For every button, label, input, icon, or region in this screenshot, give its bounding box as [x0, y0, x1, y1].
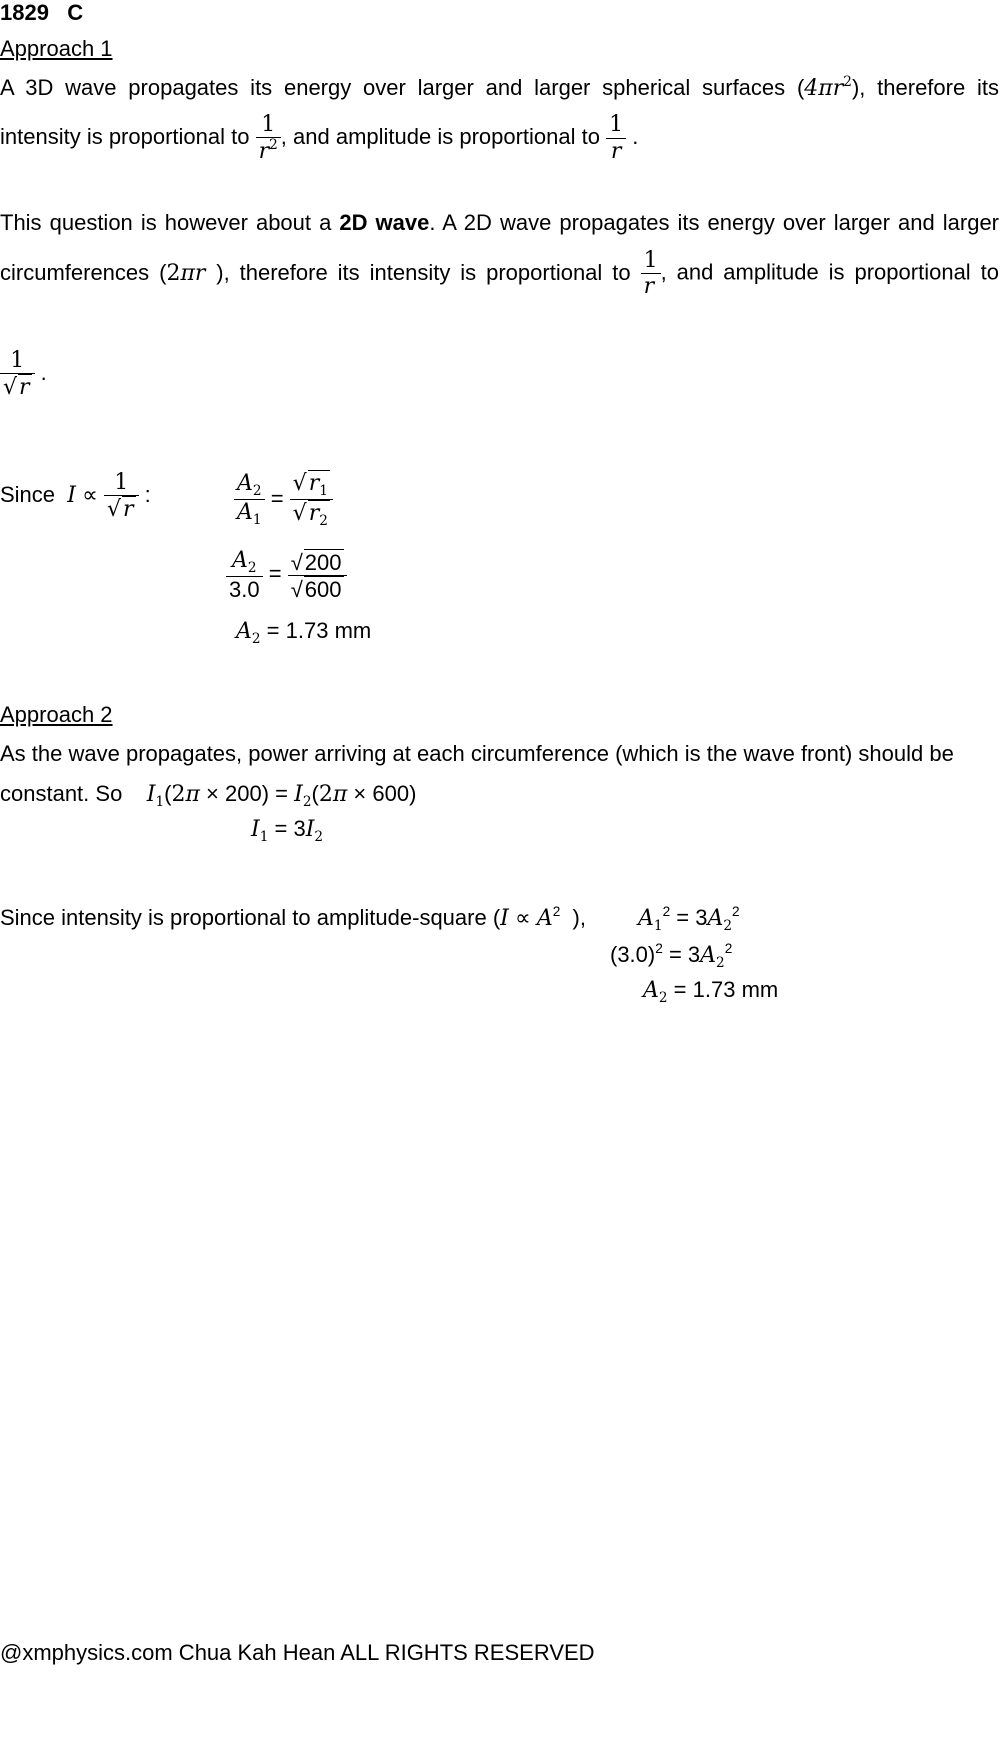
equation-ratio: $\frac{A_2}{A_1}$ = $\frac{√r_1}{√r_2}$: [234, 470, 333, 530]
approach2-eq1: $A_1^2 = 3A_2^2$: [638, 904, 740, 934]
question-header: [0, 0, 83, 26]
copyright-footer: @xmphysics.com Chua Kah Hean ALL RIGHTS RESERVED: [0, 1640, 595, 1665]
since-proportionality: Since I ∝ $\frac{1}{√r}$ :: [0, 470, 151, 523]
answer-letter: C: [67, 0, 84, 25]
approach2-result: $A_2 = 1.73$ mm: [643, 977, 779, 1006]
equation-substitution: $\frac{A_2}{3.0}$ = $\frac{√200}{√600}$: [226, 548, 347, 603]
approach1-line4: circumferences (2πr ), therefore its intensity is proportional to $\frac{1}{r}$ , and amplitude is proportional to: [0, 248, 999, 300]
approach2-line2: constant. So $I_1(2\pi \times 200) = I_2(2\pi \times 600)$: [0, 781, 417, 810]
approach2-line1: As the wave propagates, power arriving at each circumference (which is the wave front) should be: [0, 741, 954, 766]
equation-result-1: $A_2 = 1.73$ mm: [236, 618, 372, 647]
approach2-eq2: $(3.0)^2 = 3A_2^2$: [610, 941, 733, 971]
approach1-line5: $\frac{1}{√r}$ .: [0, 348, 47, 401]
approach1-line2: intensity is proportional to $\frac{1}{r^2}$ , and amplitude is proportional to $\frac{1}{r}$ .: [0, 112, 639, 165]
approach1-line3: This question is however about a 2D wave. A 2D wave propagates its energy over larger and larger: [0, 210, 1000, 235]
approach1-heading: Approach 1: [0, 36, 113, 61]
approach2-line3: Since intensity is proportional to amplitude-square ($I \propto A^2$ ),: [0, 904, 586, 931]
approach1-line1: A 3D wave propagates its energy over larger and larger spherical surfaces $(4\pi r^2)$, therefore its: [0, 74, 1000, 101]
question-number: 1829: [0, 0, 49, 25]
approach2-heading: Approach 2: [0, 702, 113, 727]
approach2-intensity-relation: $I_1 = 3I_2$: [251, 816, 324, 845]
